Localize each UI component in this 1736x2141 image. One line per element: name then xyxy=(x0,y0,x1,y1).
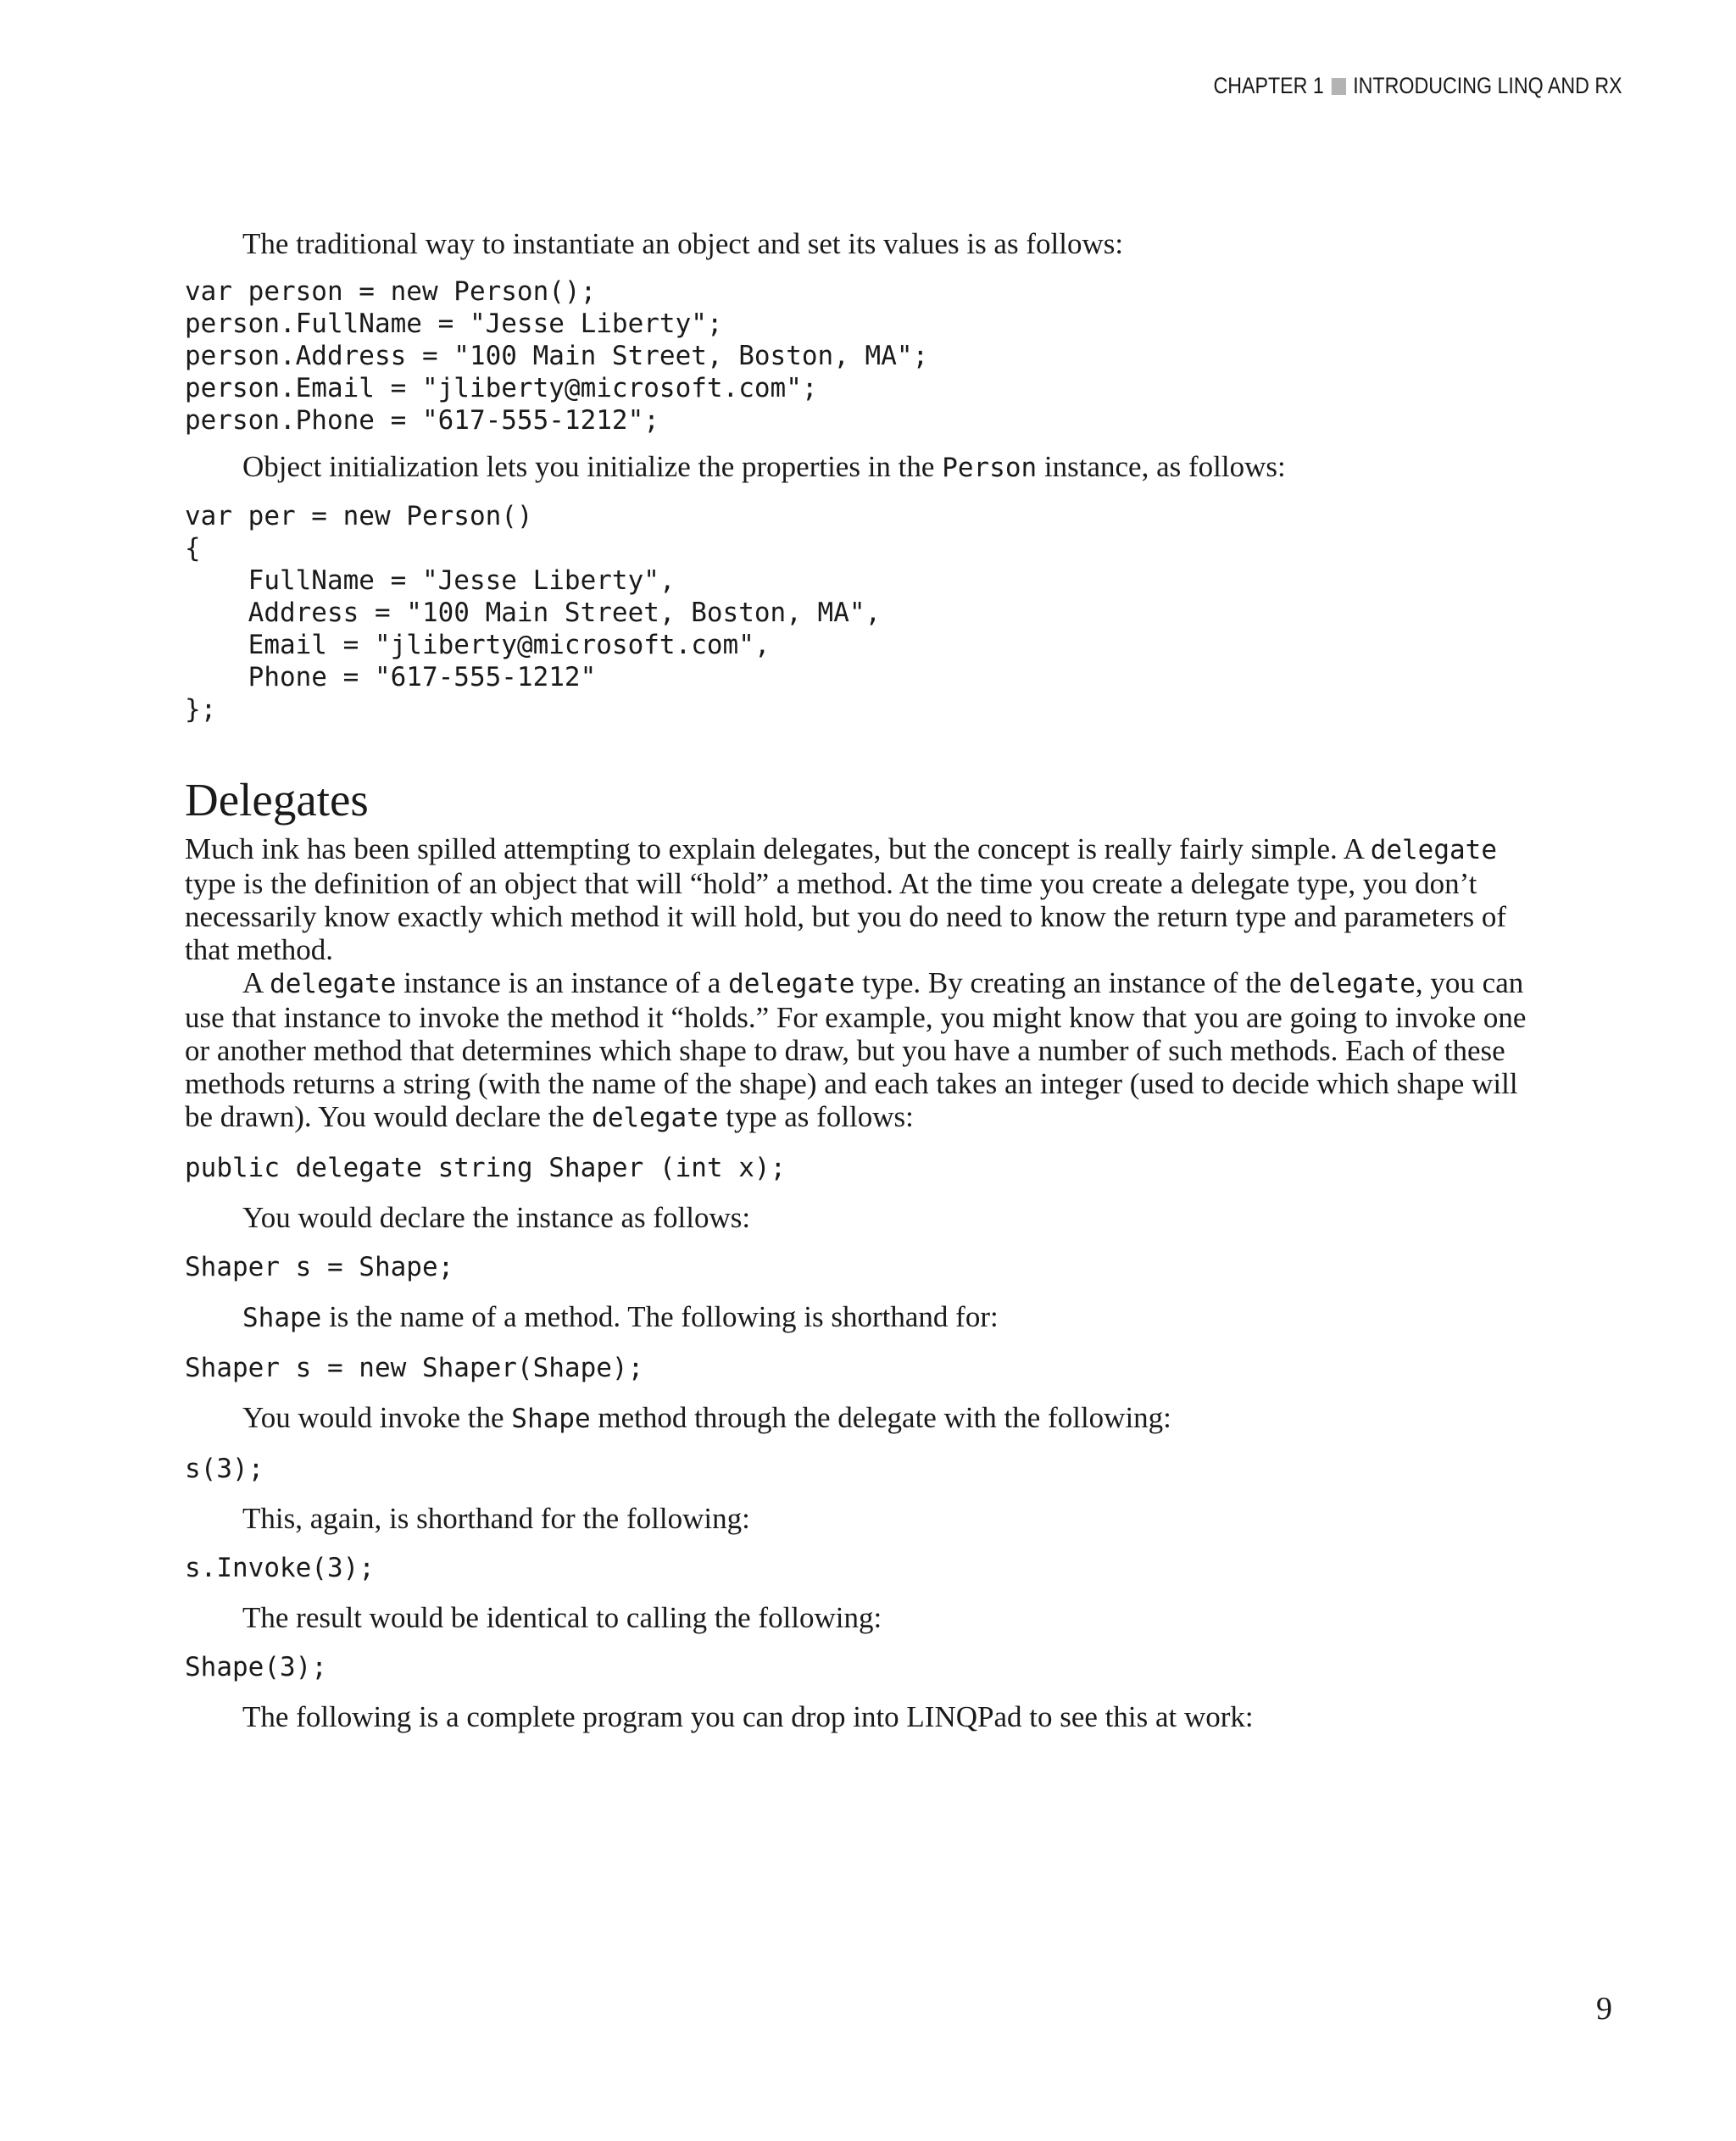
code-block: var per = new Person() { FullName = "Jesse Liberty", Address = "100 Main Street, Boston, MA", Email = "jliberty@microsoft.com", Phone = "617-555-1212" }; xyxy=(185,501,882,725)
inline-code: delegate xyxy=(1370,835,1497,865)
inline-code: Person xyxy=(942,453,1038,483)
page-number: 9 xyxy=(1596,1991,1612,2027)
text-run: type as follows: xyxy=(718,1100,914,1133)
text-run: is the name of a method. The following is shorthand for: xyxy=(321,1300,999,1333)
inline-code: Shape xyxy=(511,1404,591,1434)
code-block: var person = new Person(); person.FullName = "Jesse Liberty"; person.Address = "100 Main Street, Boston, MA"; person.Email = "jliberty@microsoft.com"; person.Phone = "617-555-1212"; xyxy=(185,276,929,436)
text-run: , you can use that instance to invoke the method it “holds.” For example, you might know that you are going to invoke one or another method that determines which shape to draw, but you have a number of such methods. Each of these methods returns a string (with the name of the shape) and each takes an integer (used to decide which shape will be drawn). You would declare the xyxy=(185,966,1527,1133)
code-block: public delegate string Shaper (int x); xyxy=(185,1153,787,1183)
text-run: type. By creating an instance of the xyxy=(854,966,1289,999)
chapter-title: INTRODUCING LINQ AND RX xyxy=(1353,73,1622,98)
paragraph xyxy=(185,1300,1538,1335)
paragraph: You would declare the instance as follows: xyxy=(242,1201,751,1234)
text-run: method through the delegate with the following: xyxy=(590,1401,1171,1434)
paragraph xyxy=(185,966,1538,1135)
paragraph: The following is a complete program you can drop into LINQPad to see this at work: xyxy=(242,1700,1254,1733)
text-run: Object initialization lets you initialize the properties in the xyxy=(242,450,943,483)
inline-code: delegate xyxy=(592,1103,719,1133)
text-run: instance is an instance of a xyxy=(396,966,729,999)
code-block: s.Invoke(3); xyxy=(185,1553,375,1583)
section-heading: Delegates xyxy=(185,774,369,826)
running-header xyxy=(1214,73,1622,99)
text-run: You would invoke the xyxy=(242,1401,512,1434)
code-block: s(3); xyxy=(185,1454,264,1484)
paragraph xyxy=(185,1401,1538,1436)
inline-code: delegate xyxy=(728,969,855,999)
text-run: instance, as follows: xyxy=(1037,450,1286,483)
paragraph xyxy=(185,832,1538,966)
text-run: A xyxy=(242,966,270,999)
paragraph: The result would be identical to calling the following: xyxy=(242,1601,882,1634)
inline-code: delegate xyxy=(270,969,397,999)
paragraph: The traditional way to instantiate an object and set its values is as follows: xyxy=(242,227,1124,260)
paragraph xyxy=(185,450,1538,485)
text-run: Much ink has been spilled attempting to explain delegates, but the concept is really fairly simple. A xyxy=(185,832,1371,865)
code-block: Shaper s = new Shaper(Shape); xyxy=(185,1353,644,1383)
code-block: Shaper s = Shape; xyxy=(185,1252,454,1282)
inline-code: delegate xyxy=(1288,969,1416,999)
chapter-label: CHAPTER 1 xyxy=(1213,73,1325,98)
text-run: type is the definition of an object that will “hold” a method. At the time you create a delegate type, you don’t necessarily know exactly which method it will hold, but you do need to know the return type and parameters of that method. xyxy=(185,867,1507,966)
paragraph: This, again, is shorthand for the following: xyxy=(242,1502,750,1535)
page-body xyxy=(185,227,1538,1733)
inline-code: Shape xyxy=(242,1303,322,1333)
square-separator-icon xyxy=(1332,78,1346,95)
code-block: Shape(3); xyxy=(185,1652,327,1682)
